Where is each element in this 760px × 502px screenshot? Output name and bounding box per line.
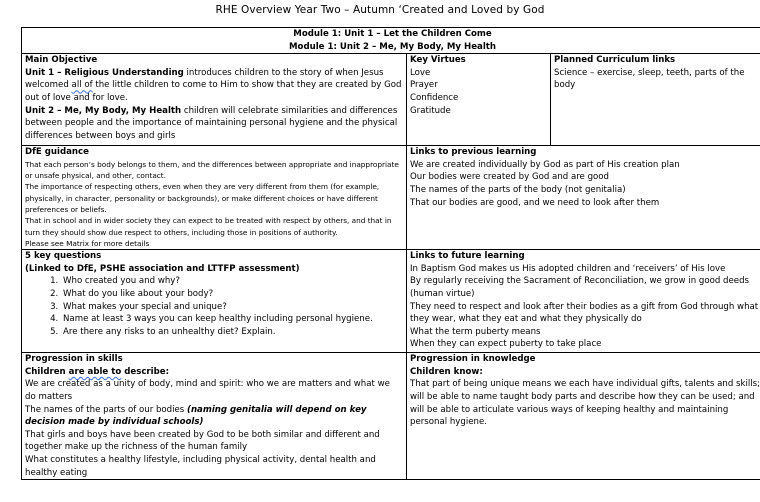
key-question-item: 3. What makes your special and unique? xyxy=(61,301,403,314)
key-question-item: 2. What do you like about your body? xyxy=(61,288,403,301)
virtue-item: Gratitude xyxy=(410,105,451,116)
skills-item: We are created as a unity of body, mind and spirit: who we are matters and what we do matters xyxy=(25,379,390,402)
progression-skills-cell xyxy=(22,353,407,480)
document-title: RHE Overview Year Two – Autumn ‘Created and Loved by God xyxy=(215,4,545,16)
skills-item: What constitutes a healthy lifestyle, including physical activity, dental health and healthy eating xyxy=(25,454,376,478)
key-question-item: 5. Are there any risks to an unhealthy diet? Explain. xyxy=(61,326,403,339)
key-questions-heading: 5 key questions xyxy=(25,251,102,262)
skills-item-text: The names of the parts of our bodies xyxy=(25,404,188,415)
module-line-1: Module 1: Unit 1 – Let the Children Come xyxy=(293,29,492,39)
unit1-text-end: the little children to come to Him to show that they are created by God out of love and for love. xyxy=(25,80,402,103)
curriculum-links-cell xyxy=(551,54,760,146)
key-questions-list xyxy=(25,275,403,338)
overview-table xyxy=(21,27,760,480)
unit2-paragraph xyxy=(25,105,403,143)
guidance-row xyxy=(22,146,760,250)
knowledge-text: That part of being unique means we each have individual gifts, talents and skills; will be able to name taught body parts and describe how they can be used; and will be able to articulate various ways of keeping healthy and maintaining personal hygiene. xyxy=(410,379,760,428)
links-previous-heading: Links to previous learning xyxy=(410,147,537,158)
future-learning-item: They need to respect and look after their bodies as a gift from God through what they wear, what they eat and what they physically do xyxy=(410,301,759,325)
dfe-paragraph: The importance of respecting others, even when they are very different from them (for example, physically, in character, personality or backgrounds), or make different choices or have different preferences or beliefs. xyxy=(25,182,380,214)
future-learning-item: When they can expect puberty to take place xyxy=(410,339,602,350)
unit2-text: children will celebrate similarities and differences between people and the importance of maintaining personal hygiene and the physical differences between boys and girls xyxy=(25,105,398,141)
previous-learning-item: That our bodies are good, and we need to look after them xyxy=(410,197,660,208)
progression-skills-heading: Progression in skills xyxy=(25,354,123,365)
progression-skills-subheading xyxy=(25,366,403,379)
key-question-item: 4. Name at least 3 ways you can keep healthy including personal hygiene. xyxy=(61,313,403,326)
virtue-item: Love xyxy=(410,67,431,78)
key-questions-subheading: (Linked to DfE, PSHE association and LTTFP assessment) xyxy=(25,263,300,274)
future-learning-item: What the term puberty means xyxy=(410,326,541,337)
questions-row xyxy=(22,250,760,353)
key-questions-cell xyxy=(22,250,407,353)
progression-knowledge-subheading: Children know: xyxy=(410,366,483,377)
main-objective-heading: Main Objective xyxy=(25,55,98,66)
objective-row xyxy=(22,54,760,146)
modules-cell xyxy=(22,28,760,54)
curriculum-links-text: Science – exercise, sleep, teeth, parts of the body xyxy=(554,67,745,91)
links-future-cell xyxy=(407,250,760,353)
key-virtues-cell xyxy=(407,54,551,146)
key-question-item: 1. Who created you and why? xyxy=(61,275,403,288)
skills-subheading-start: Children xyxy=(25,366,69,377)
unit1-flagged-text: all of xyxy=(71,80,93,91)
skills-flagged-text: are able to xyxy=(68,366,122,377)
main-objective-cell xyxy=(22,54,407,146)
links-previous-cell xyxy=(407,146,760,250)
skills-subheading-end: describe: xyxy=(121,366,170,377)
previous-learning-item: We are created individually by God as part of His creation plan xyxy=(410,159,680,170)
key-virtues-heading: Key Virtues xyxy=(410,55,466,66)
dfe-guidance-heading: DfE guidance xyxy=(25,147,89,158)
unit1-paragraph xyxy=(25,67,403,105)
skills-item xyxy=(25,404,403,429)
dfe-matrix-note: Please see Matrix for more details xyxy=(25,238,150,248)
unit2-label: Unit 2 – Me, My Body, My Health xyxy=(25,105,182,116)
skills-item: That girls and boys have been created by God to be both similar and different and together make up the richness of the human family xyxy=(25,429,380,453)
dfe-paragraph: That in school and in wider society they can expect to be treated with respect by others, and that in turn they should show due respect to others, including those in positions of authority. xyxy=(25,216,392,237)
progression-knowledge-cell xyxy=(407,353,760,480)
skills-item-note: (naming genitalia will depend on key decision made by individual schools) xyxy=(25,404,367,428)
previous-learning-item: Our bodies were created by God and are good xyxy=(410,172,610,183)
dfe-paragraph: That each person’s body belongs to them, and the differences between appropriate and inappropriate or unsafe physical, and other, contact. xyxy=(25,159,399,181)
future-learning-item: By regularly receiving the Sacrament of Reconciliation, we grow in good deeds (human virtue) xyxy=(410,276,750,299)
unit1-text: introduces children to the story of when Jesus welcomed xyxy=(25,67,384,91)
links-future-heading: Links to future learning xyxy=(410,251,525,262)
modules-row xyxy=(22,28,760,54)
curriculum-links-heading: Planned Curriculum links xyxy=(554,55,676,66)
module-line-2: Module 1: Unit 2 – Me, My Body, My Health xyxy=(288,41,497,52)
progression-knowledge-heading: Progression in knowledge xyxy=(410,354,536,365)
virtue-item: Prayer xyxy=(410,80,438,91)
dfe-guidance-cell xyxy=(22,146,407,250)
unit1-label: Unit 1 – Religious Understanding xyxy=(25,67,184,78)
progression-row xyxy=(22,353,760,480)
future-learning-item: In Baptism God makes us His adopted children and ‘receivers’ of His love xyxy=(410,263,726,274)
virtue-item: Confidence xyxy=(410,92,459,103)
previous-learning-item: The names of the parts of the body (not genitalia) xyxy=(410,184,626,195)
